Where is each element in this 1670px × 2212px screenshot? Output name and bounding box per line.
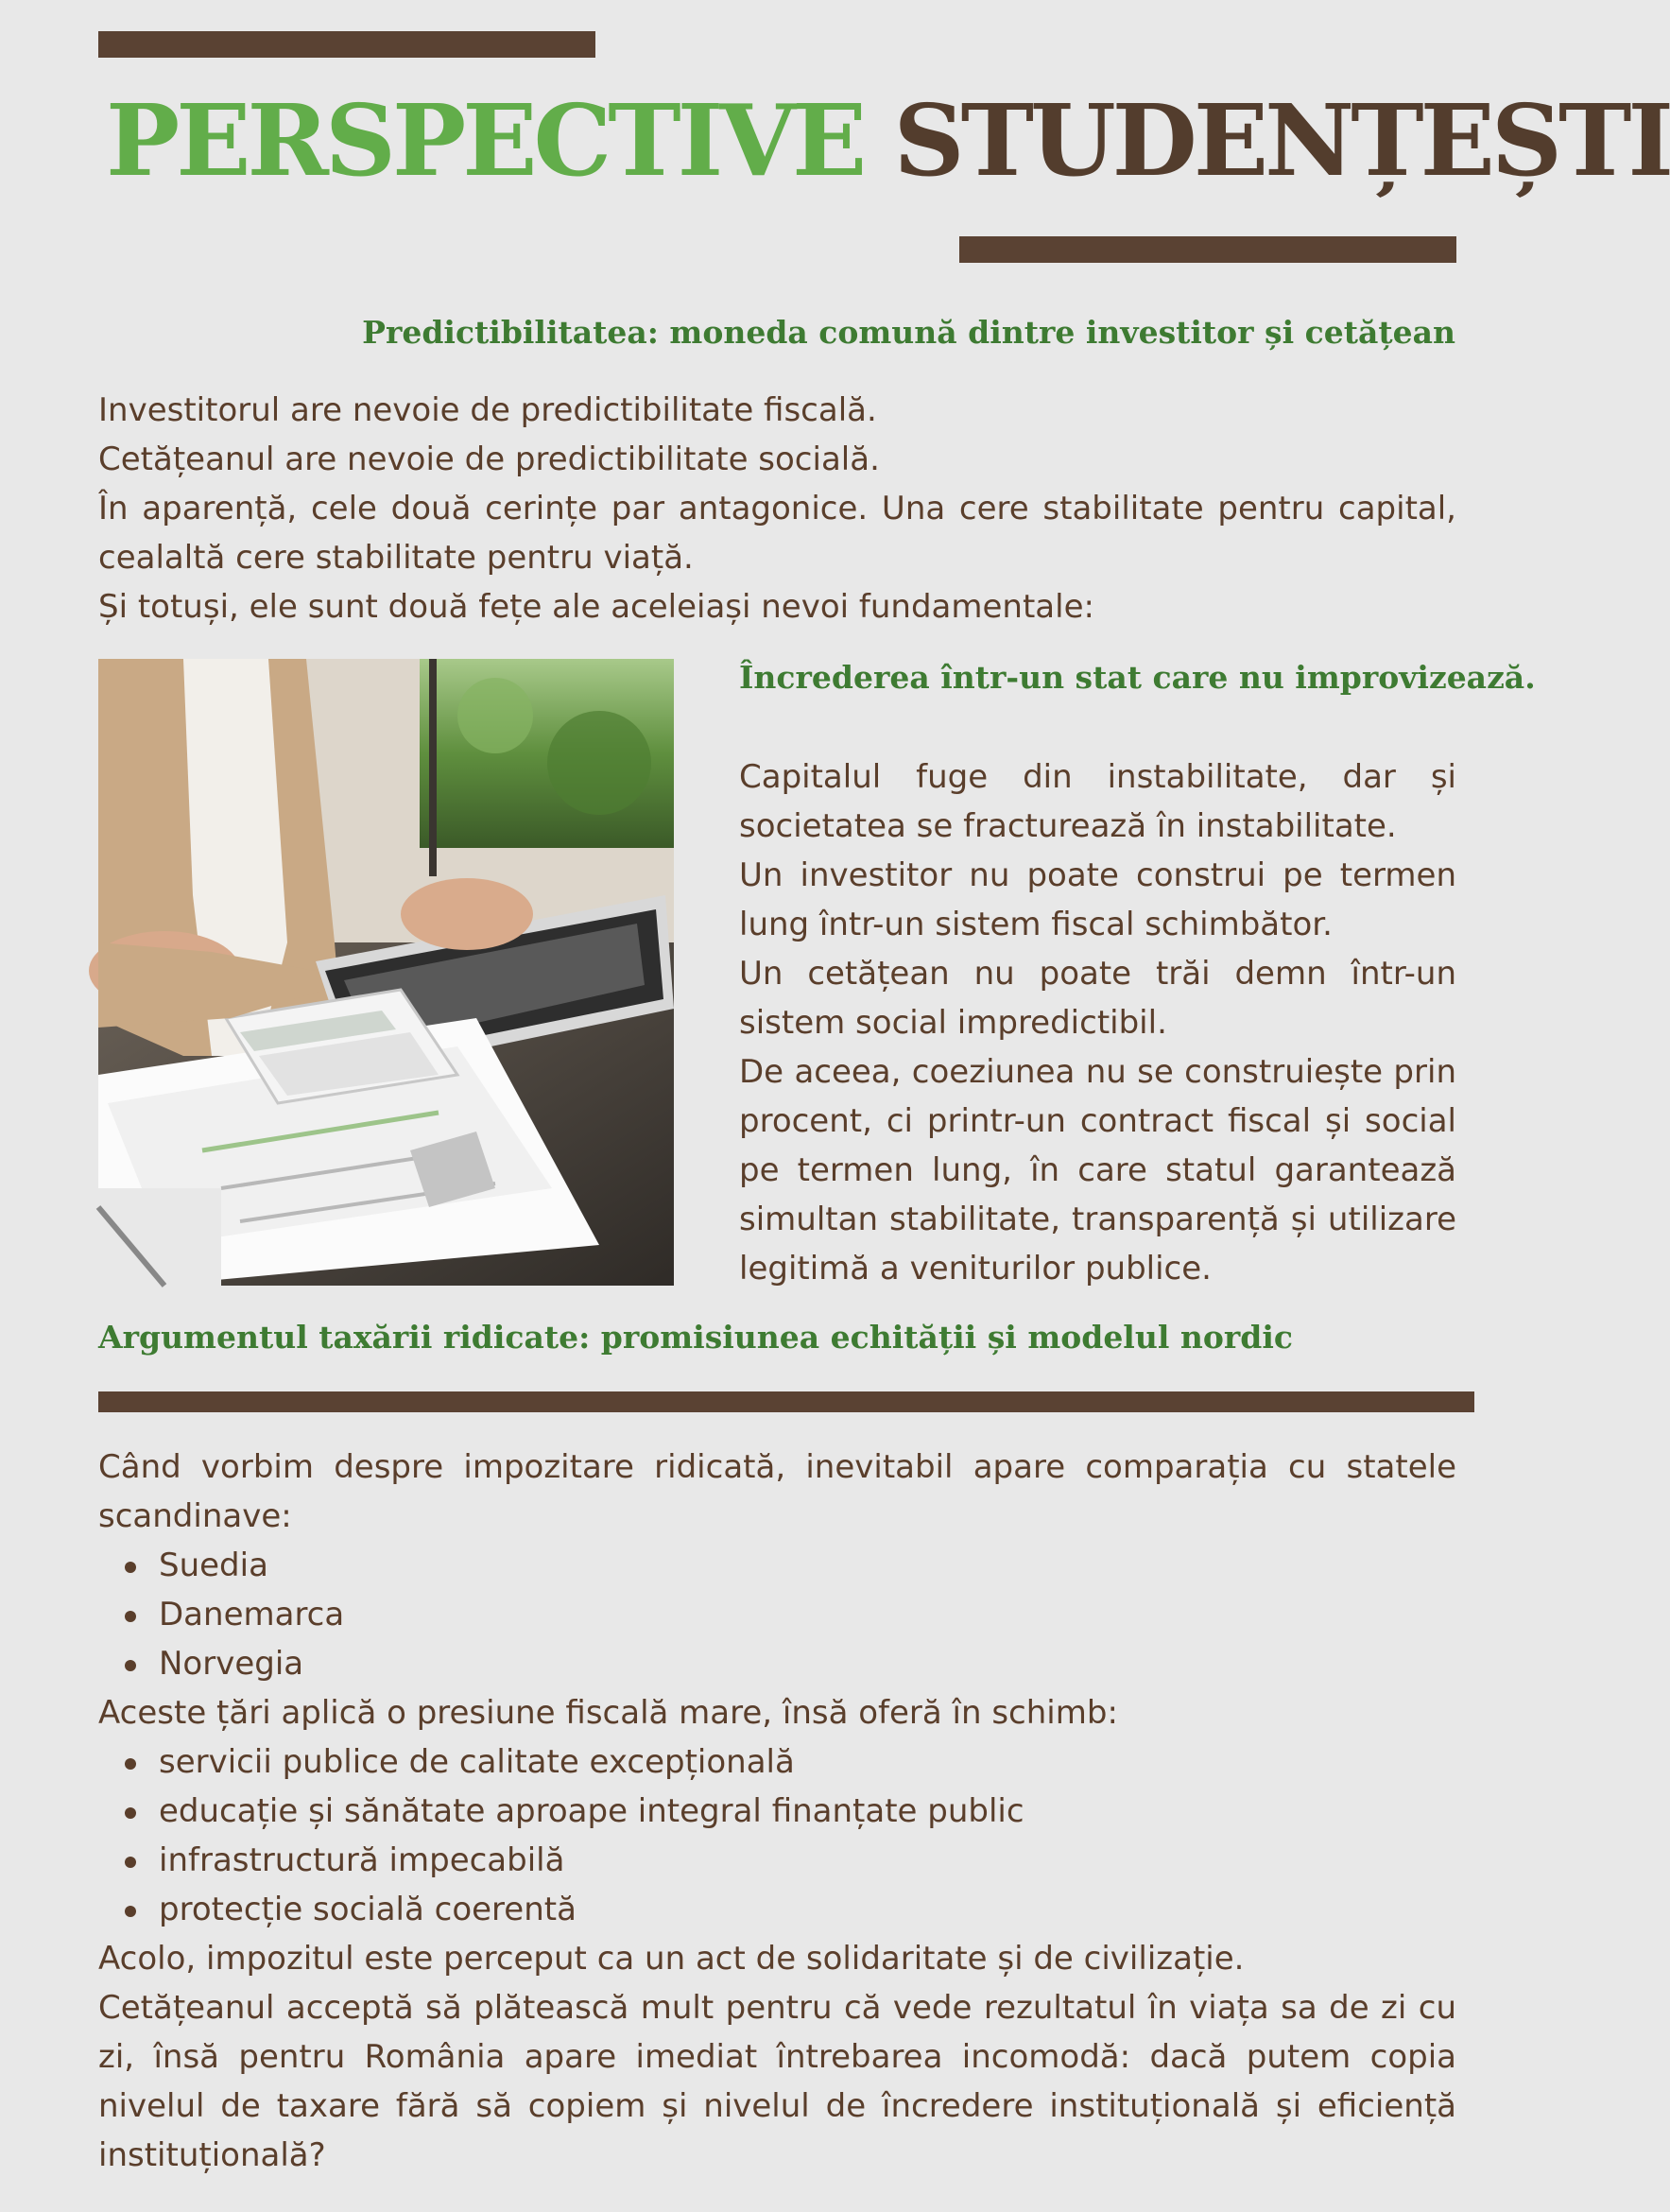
stability-line: Capitalul fuge din instabilitate, dar și societatea se fracturează în instabilitate. <box>739 758 1456 845</box>
intro-paragraph <box>98 386 1456 631</box>
nordic-paragraph <box>98 1443 1456 2180</box>
title-part-brown: STUDENȚEȘTI <box>893 82 1670 199</box>
section-heading-predictability: Predictibilitatea: moneda comună dintre investitor și cetățean <box>362 314 1455 351</box>
title-part-green: PERSPECTIVE <box>106 82 864 199</box>
section-divider-bar <box>98 1391 1474 1412</box>
top-decorative-bar <box>98 31 595 58</box>
intro-line: Cetățeanul are nevoie de predictibilitate socială. <box>98 441 880 478</box>
title-underline-bar <box>959 236 1456 263</box>
section-heading-nordic-model: Argumentul taxării ridicate: promisiunea echității și modelul nordic <box>98 1319 1293 1356</box>
nordic-closing: Acolo, impozitul este perceput ca un act de solidaritate și de civilizație. <box>98 1940 1245 1978</box>
section-heading-trust: Încrederea într-un stat care nu improvizează. <box>739 659 1536 696</box>
intro-line: În aparență, cele două cerințe par antagonice. Una cere stabilitate pentru capital, cealaltă cere stabilitate pentru viață. <box>98 490 1456 577</box>
calculator-laptop-photo <box>98 659 674 1286</box>
country-list-item: Danemarca <box>159 1590 1456 1639</box>
stability-line: De aceea, coeziunea nu se construiește prin procent, ci printr-un contract fiscal și social pe termen lung, în care statul garantează simultan stabilitate, transparență și utilizare legitimă a veniturilor publice. <box>739 1053 1456 1287</box>
intro-line: Investitorul are nevoie de predictibilitate fiscală. <box>98 391 877 429</box>
nordic-middle: Aceste țări aplică o presiune fiscală mare, însă oferă în schimb: <box>98 1694 1118 1732</box>
page-title <box>106 82 1670 199</box>
intro-line: Și totuși, ele sunt două fețe ale aceleiași nevoi fundamentale: <box>98 588 1094 626</box>
benefit-list-item: servicii publice de calitate excepțională <box>159 1737 1456 1787</box>
stability-line: Un investitor nu poate construi pe termen lung într-un sistem fiscal schimbător. <box>739 856 1456 943</box>
benefit-list-item: educație și sănătate aproape integral finanțate public <box>159 1787 1456 1836</box>
benefit-list <box>98 1737 1456 1934</box>
benefit-list-item: infrastructură impecabilă <box>159 1836 1456 1885</box>
country-list-item: Suedia <box>159 1541 1456 1590</box>
country-list <box>98 1541 1456 1688</box>
nordic-closing: Cetățeanul acceptă să plătească mult pentru că vede rezultatul în viața sa de zi cu zi, însă pentru România apare imediat întrebarea incomodă: dacă putem copia nivelul de taxare fără să copiem și nivelul de încredere instituțională și eficiență instituțională? <box>98 1989 1456 2174</box>
stability-paragraph <box>739 752 1456 1293</box>
country-list-item: Norvegia <box>159 1639 1456 1688</box>
stability-line: Un cetățean nu poate trăi demn într-un sistem social impredictibil. <box>739 955 1456 1042</box>
nordic-intro: Când vorbim despre impozitare ridicată, inevitabil apare comparația cu statele scandinave: <box>98 1448 1456 1535</box>
benefit-list-item: protecție socială coerentă <box>159 1885 1456 1934</box>
